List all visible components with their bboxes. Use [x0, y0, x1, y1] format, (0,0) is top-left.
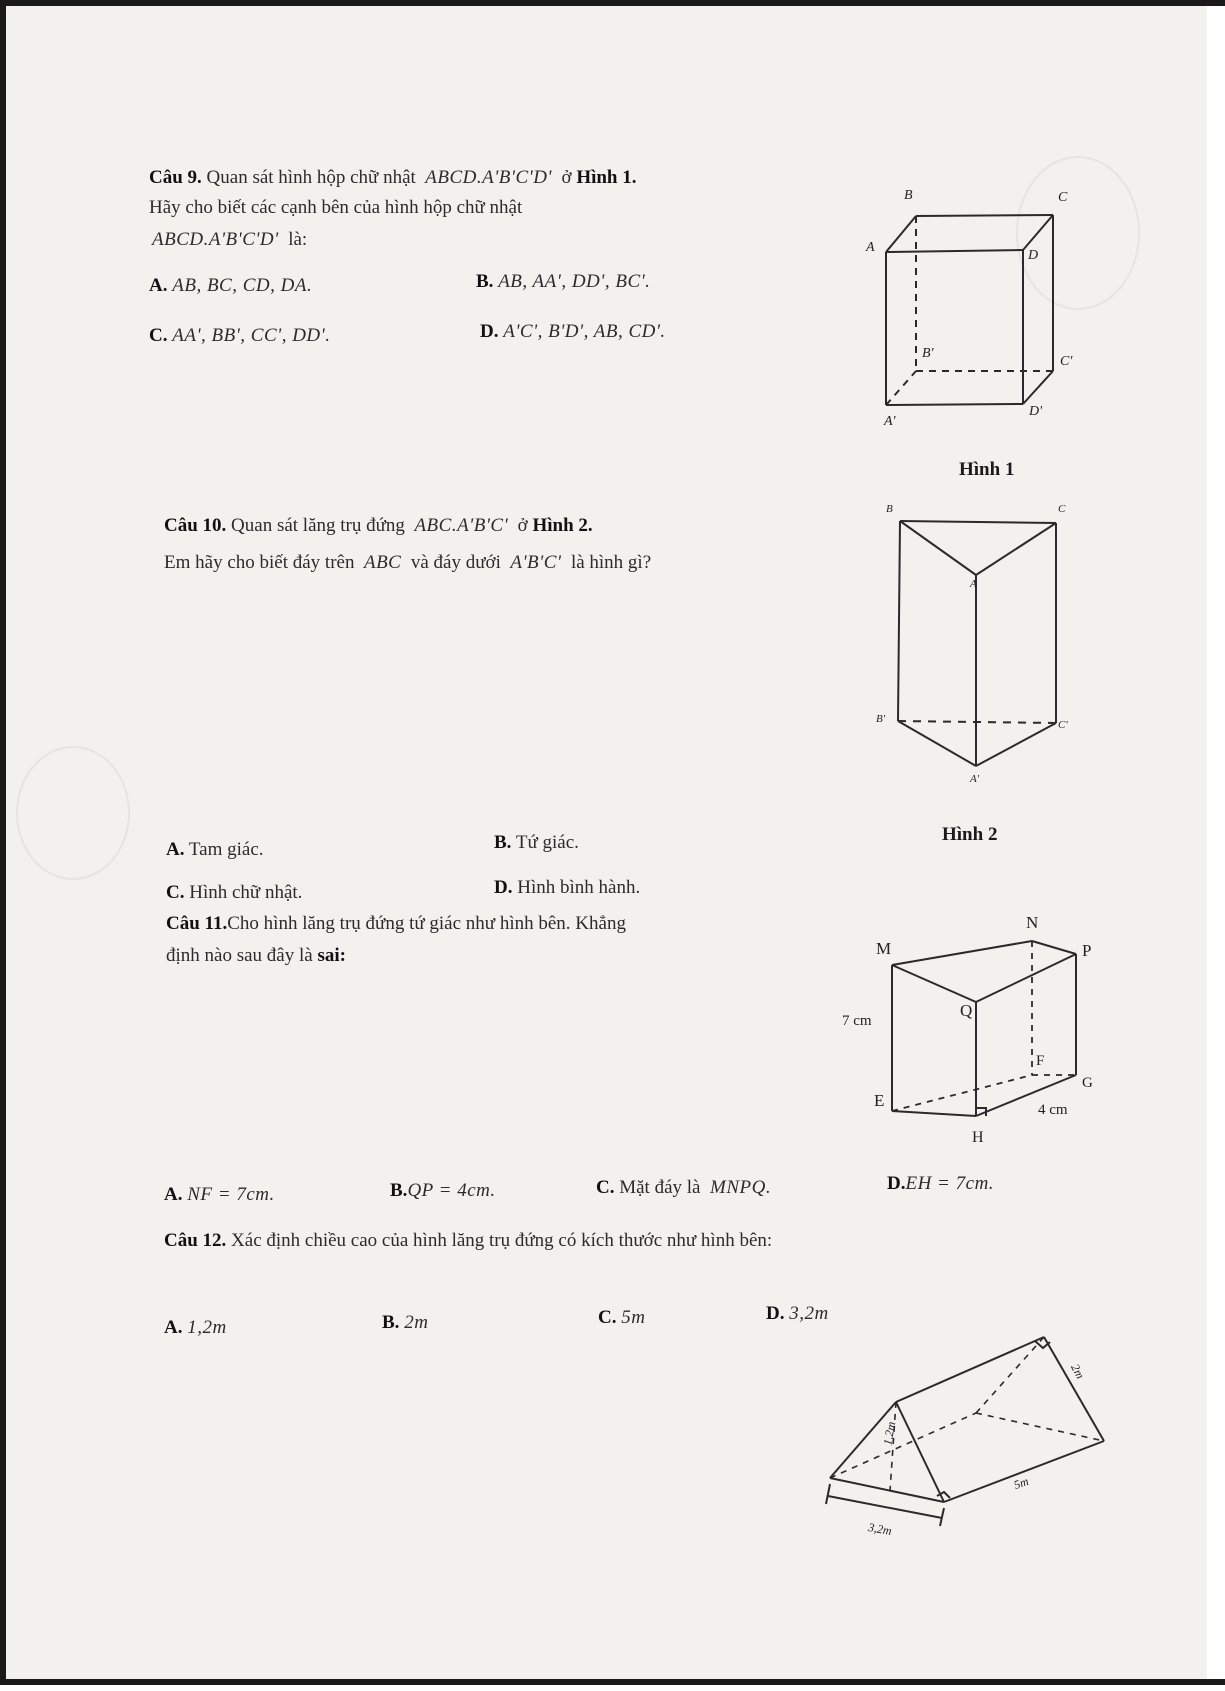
vertex-label-B: B	[904, 188, 913, 203]
edge-CA	[976, 523, 1056, 575]
figure-1-box	[866, 186, 1086, 446]
scan-bottom-edge	[6, 1679, 1225, 1685]
edge-AD	[886, 250, 1023, 252]
dim-arrow	[828, 1496, 942, 1518]
vertex-label-D1: D'	[1029, 404, 1043, 419]
figure-2-prism	[876, 501, 1076, 806]
ridge	[896, 1337, 1044, 1402]
vertex-label-B: B	[886, 503, 893, 515]
depth-label: 2m	[1068, 1361, 1088, 1382]
q11-stem-line1: Câu 11.Cho hình lăng trụ đứng tứ giác như hình bên. Khẳng	[166, 913, 626, 934]
scan-right-margin	[1207, 6, 1225, 1691]
vertex-label-N: N	[1026, 913, 1039, 932]
edge-BC	[916, 215, 1053, 216]
figure-1-caption: Hình 1	[959, 459, 1015, 480]
vertex-label-M: M	[876, 939, 892, 958]
q11-option-c: C. Mặt đáy là MNPQ.	[596, 1177, 772, 1198]
length-label: 5m	[1011, 1473, 1031, 1493]
tri-height-label: 1,2m	[880, 1420, 899, 1447]
base-label: 3,2m	[867, 1520, 893, 1538]
edge-CD	[1023, 215, 1053, 250]
figure-4-prism	[816, 1326, 1116, 1556]
lying-prism-drawing	[816, 1326, 1116, 1556]
figure-2-caption: Hình 2	[942, 824, 998, 845]
q11-stem-line2: định nào sau đây là sai:	[166, 945, 346, 966]
back-right	[1044, 1337, 1104, 1441]
edge-BC	[900, 521, 1056, 523]
q12-stem: Câu 12. Xác định chiều cao của hình lăng trụ đứng có kích thước như hình bên:	[164, 1230, 773, 1251]
q12-option-b: B. 2m	[382, 1312, 429, 1333]
figure-3-prism	[836, 911, 1106, 1156]
height-label: 7 cm	[842, 1013, 872, 1029]
vertex-label-A1: A'	[884, 414, 896, 429]
hidden-back-base	[976, 1413, 1104, 1441]
hidden-ridge-base	[830, 1413, 976, 1478]
q10-option-a: A. Tam giác.	[166, 839, 264, 860]
q10-stem-line1: Câu 10. Quan sát lăng trụ đứng ABC.A'B'C' ở Hình 2.	[164, 515, 593, 536]
edge-D1C1	[1023, 371, 1053, 404]
q9-stem-line2: Hãy cho biết các cạnh bên của hình hộp chữ nhật	[149, 197, 523, 218]
vertex-label-D: D	[1028, 248, 1039, 263]
edge-BA	[900, 521, 976, 575]
q10-option-b: B. Tứ giác.	[494, 832, 579, 853]
edge-C1A1	[976, 723, 1056, 766]
q12-option-d: D. 3,2m	[766, 1303, 829, 1324]
vertex-label-B1: B'	[876, 713, 886, 725]
q9-option-d: D. A'C', B'D', AB, CD'.	[480, 321, 666, 342]
vertex-label-C1: C'	[1058, 719, 1068, 731]
edge-AB	[886, 216, 916, 252]
q10-option-d: D. Hình bình hành.	[494, 877, 641, 898]
vertex-label-B1: B'	[922, 346, 934, 361]
q9-stem-line3: ABCD.A'B'C'D' là:	[152, 229, 308, 250]
scan-ghost-stamp	[16, 746, 130, 880]
hidden-back-left	[976, 1337, 1044, 1413]
front-base	[830, 1478, 944, 1502]
vertex-label-C: C	[1058, 503, 1066, 515]
vertex-label-A: A	[866, 240, 875, 255]
side-label: 4 cm	[1038, 1102, 1068, 1118]
edge-MN	[892, 941, 1032, 965]
vertex-label-C: C	[1058, 190, 1068, 205]
q11-option-a: A. NF = 7cm.	[164, 1184, 275, 1205]
vertex-label-E: E	[874, 1091, 885, 1110]
dim-line-left	[826, 1484, 830, 1504]
edge-MQ	[892, 965, 976, 1002]
vertex-label-Q: Q	[960, 1001, 973, 1020]
vertex-label-A1: A'	[970, 773, 980, 785]
bottom-right	[944, 1441, 1104, 1502]
q12-option-c: C. 5m	[598, 1307, 646, 1328]
vertex-label-A: A	[970, 578, 977, 590]
vertex-label-G: G	[1082, 1075, 1093, 1091]
edge-BB1	[898, 521, 900, 721]
q12-option-a: A. 1,2m	[164, 1317, 227, 1338]
q9-stem-line1: Câu 9. Quan sát hình hộp chữ nhật ABCD.A'B'C'D' ở Hình 1.	[149, 167, 637, 188]
edge-EH	[892, 1111, 976, 1116]
edge-NP	[1032, 941, 1076, 954]
q9-option-b: B. AB, AA', DD', BC'.	[476, 271, 651, 292]
q10-stem-line2: Em hãy cho biết đáy trên ABC và đáy dưới A'B'C' là hình gì?	[164, 552, 652, 573]
edge-A1B1	[886, 371, 916, 405]
vertex-label-F: F	[1036, 1053, 1045, 1069]
edge-B1C1	[898, 721, 1056, 723]
q9-option-c: C. AA', BB', CC', DD'.	[149, 325, 331, 346]
edge-A1D1	[886, 404, 1023, 405]
vertex-label-H: H	[972, 1129, 984, 1146]
vertex-label-C1: C'	[1060, 354, 1073, 369]
front-right	[896, 1402, 944, 1502]
box-drawing	[866, 186, 1086, 446]
edge-B1A1	[898, 721, 976, 766]
q11-option-b: B.QP = 4cm.	[390, 1180, 496, 1201]
edge-EF	[892, 1075, 1032, 1111]
prism-drawing	[876, 501, 1076, 806]
vertex-label-P: P	[1082, 941, 1092, 960]
q10-option-c: C. Hình chữ nhật.	[166, 882, 303, 903]
edge-PQ	[976, 954, 1076, 1002]
q11-option-d: D.EH = 7cm.	[887, 1173, 995, 1194]
q9-option-a: A. AB, BC, CD, DA.	[149, 275, 313, 296]
